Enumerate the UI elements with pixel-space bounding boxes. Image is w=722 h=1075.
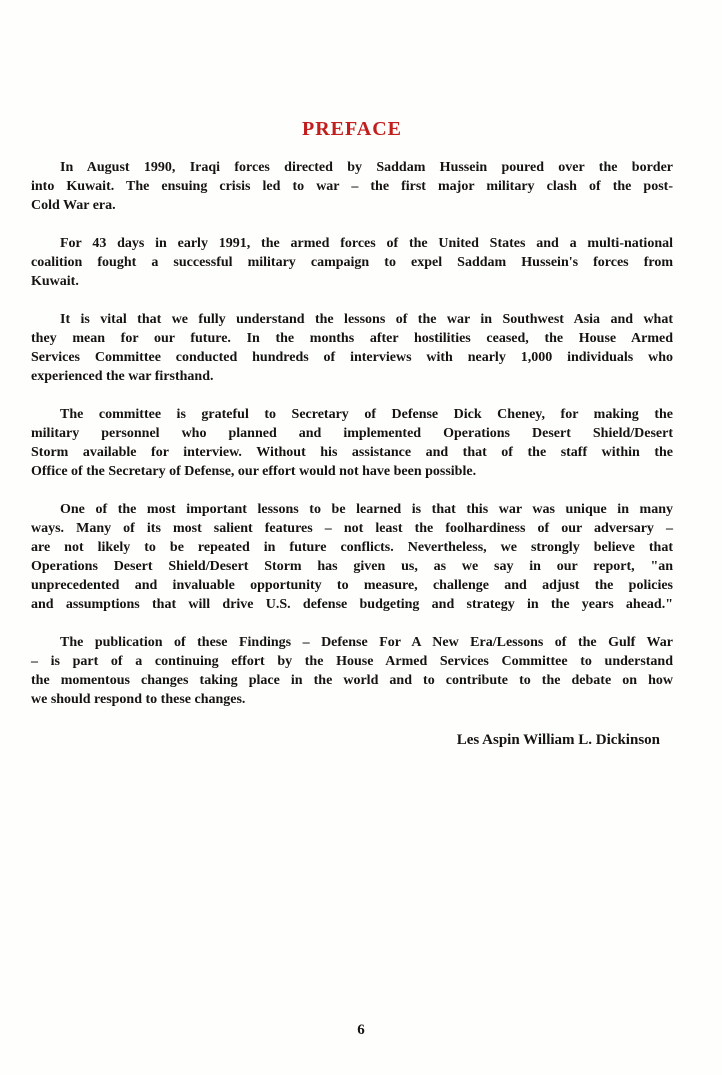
page-number: 6 <box>357 1022 365 1038</box>
text-line: ways. Many of its most salient features – not least the foolhardiness of our adversary – <box>31 521 673 536</box>
text-line: we should respond to these changes. <box>31 692 246 707</box>
paragraph <box>31 633 673 709</box>
text-line: Cold War era. <box>31 198 116 213</box>
text-line: In August 1990, Iraqi forces directed by Saddam Hussein poured over the border <box>60 160 673 175</box>
text-line: Kuwait. <box>31 274 79 289</box>
preface-paragraphs <box>31 158 673 709</box>
text-line: experienced the war firsthand. <box>31 369 214 384</box>
text-line: One of the most important lessons to be learned is that this war was unique in many <box>60 502 673 517</box>
page-title: PREFACE <box>302 118 402 140</box>
text-line: Storm available for interview. Without his assistance and that of the staff within the <box>31 445 673 460</box>
text-line: coalition fought a successful military campaign to expel Saddam Hussein's forces from <box>31 255 673 270</box>
text-line: The committee is grateful to Secretary of Defense Dick Cheney, for making the <box>60 407 673 422</box>
paragraph <box>31 158 673 215</box>
text-line: they mean for our future. In the months after hostilities ceased, the House Armed <box>31 331 673 346</box>
paragraph <box>31 500 673 614</box>
text-line: military personnel who planned and implemented Operations Desert Shield/Desert <box>31 426 673 441</box>
paragraph <box>31 310 673 386</box>
text-line: Office of the Secretary of Defense, our effort would not have been possible. <box>31 464 477 479</box>
text-line: unprecedented and invaluable opportunity to measure, challenge and adjust the policies <box>31 578 673 593</box>
paragraph <box>31 234 673 291</box>
preface-body <box>31 158 673 750</box>
text-line: the momentous changes taking place in the world and to contribute to the debate on how <box>31 673 673 688</box>
paragraph <box>31 405 673 481</box>
signature: Les Aspin William L. Dickinson <box>456 732 660 748</box>
text-line: into Kuwait. The ensuing crisis led to war – the first major military clash of the post- <box>31 179 673 194</box>
text-line: and assumptions that will drive U.S. defense budgeting and strategy in the years ahead." <box>31 597 673 612</box>
text-line: For 43 days in early 1991, the armed forces of the United States and a multi-national <box>60 236 673 251</box>
text-line: The publication of these Findings – Defense For A New Era/Lessons of the Gulf War <box>60 635 673 650</box>
text-line: Services Committee conducted hundreds of interviews with nearly 1,000 individuals who <box>31 350 673 365</box>
text-line: It is vital that we fully understand the lessons of the war in Southwest Asia and what <box>60 312 673 327</box>
text-line: are not likely to be repeated in future conflicts. Nevertheless, we strongly believe that <box>31 540 673 555</box>
text-line: Operations Desert Shield/Desert Storm has given us, as we say in our report, "an <box>31 559 673 574</box>
text-line: – is part of a continuing effort by the House Armed Services Committee to understand <box>31 654 673 669</box>
